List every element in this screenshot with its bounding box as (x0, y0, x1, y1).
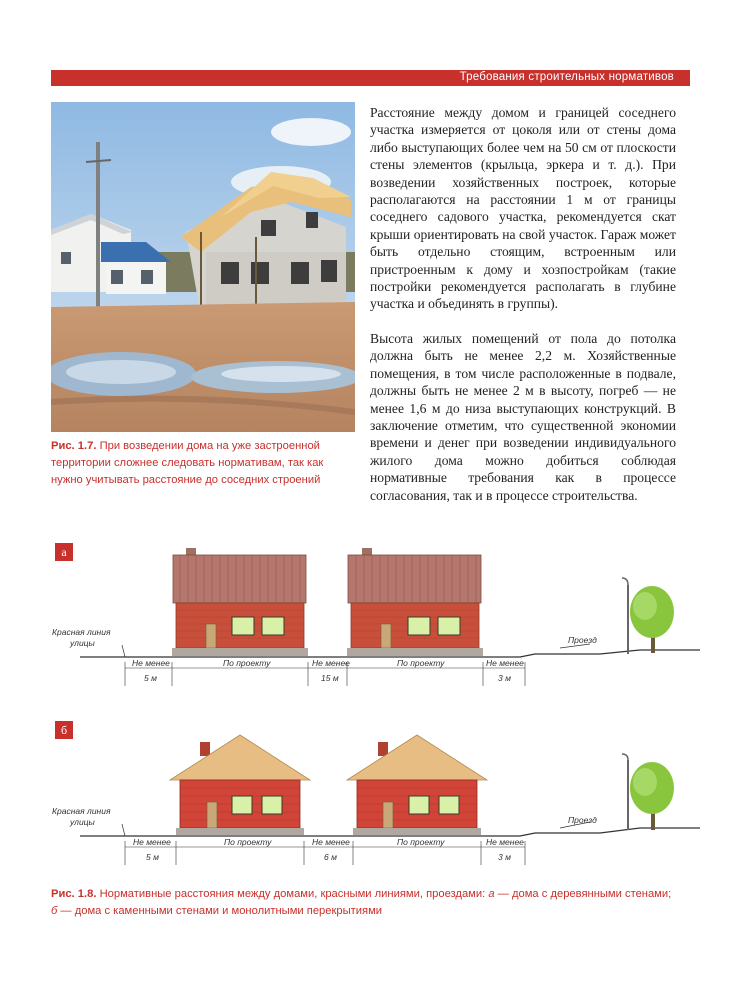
figure-1-text: При возведении дома на уже застроенной территории сложнее следовать нормативам, так как нужно учитывать расстояние до соседних строений (51, 440, 324, 486)
dimension-label: 3 м (498, 673, 511, 683)
figure-1-number: Рис. 1.7. (51, 440, 97, 452)
construction-photo (51, 102, 355, 432)
figure-caption-2 (51, 886, 691, 920)
dimension-label: Не менее (486, 658, 524, 668)
figure-2-text-a: — дома с деревянными стенами; (497, 888, 672, 900)
road-label: Проезд (568, 815, 597, 825)
figure-2-text-b: — дома с каменными стенами и монолитными перекрытиями (60, 905, 383, 917)
diagram-a (40, 540, 700, 690)
dimension-label: 5 м (144, 673, 157, 683)
red-line-label: Красная линия (52, 627, 111, 637)
red-line-label: улицы (70, 638, 95, 648)
road-label: Проезд (568, 635, 597, 645)
red-line-label: Красная линия (52, 806, 111, 816)
diagram-a-label: а (55, 543, 73, 561)
street-lamp-icon (622, 754, 628, 830)
body-text (370, 104, 676, 521)
dimension-label: По проекту (397, 658, 445, 668)
dimension-label: Не менее (312, 837, 350, 847)
running-header (51, 70, 690, 86)
figure-2-number: Рис. 1.8. (51, 888, 97, 900)
brick-house-2 (347, 735, 487, 835)
dimension-label: Не менее (486, 837, 524, 847)
diagram-b-label: б (55, 721, 73, 739)
dimension-label: По проекту (223, 658, 271, 668)
brick-house-1 (170, 735, 310, 835)
paragraph: Расстояние между домом и границей соседнего участка измеряется от цоколя или от стены дома либо выступающих более чем на 50 см от плоскости стены элементов (крыльца, эркера и т. д.). При возведении хозяйственных построек, которые располагаются на расстоянии 1 м от границы соседнего садового участка, рекомендуется скат крыши ориентировать на свой участок. Гараж может быть отдельно стоящим, встроенным или пристроенным к дому и хозпостройкам (такие постройки рекомендуется располагать в глубине участка и объединять в группы). (370, 105, 676, 312)
tree-icon (630, 586, 674, 653)
wooden-house-2 (347, 548, 483, 656)
paragraph: Высота жилых помещений от пола до потолка должна быть не менее 2,2 м. Хозяйственные помещения, в том числе расположенные в подвале, должны быть не менее 2 м в высоту, погреб — не менее 1,6 м до низа выступающих конструкций. В заключение отметим, что существенной экономии времени и денег при возведении индивидуального жилого дома можно добиться соблюдая нормативные требования как в процессе согласования, так и в процессе строительства. (370, 330, 676, 503)
dimension-label: 6 м (324, 852, 337, 862)
dimension-label: По проекту (397, 837, 445, 847)
wooden-house-1 (172, 548, 308, 656)
figure-2-intro: Нормативные расстояния между домами, красными линиями, проездами: (99, 888, 486, 900)
diagram-b (40, 730, 700, 870)
dimension-label: Не менее (133, 837, 171, 847)
dimension-label: 15 м (321, 673, 339, 683)
dimension-label: 3 м (498, 852, 511, 862)
dimension-label: 5 м (146, 852, 159, 862)
red-line-label: улицы (70, 817, 95, 827)
street-lamp-icon (622, 578, 628, 654)
running-header-title: Требования строительных нормативов (459, 71, 674, 83)
dimension-label: Не менее (312, 658, 350, 668)
figure-2-letter-a: а (488, 888, 495, 900)
dimension-label: Не менее (132, 658, 170, 668)
figure-2-letter-b: б (51, 905, 58, 917)
tree-icon (630, 762, 674, 830)
figure-caption-1 (51, 438, 356, 489)
dimension-label: По проекту (224, 837, 272, 847)
